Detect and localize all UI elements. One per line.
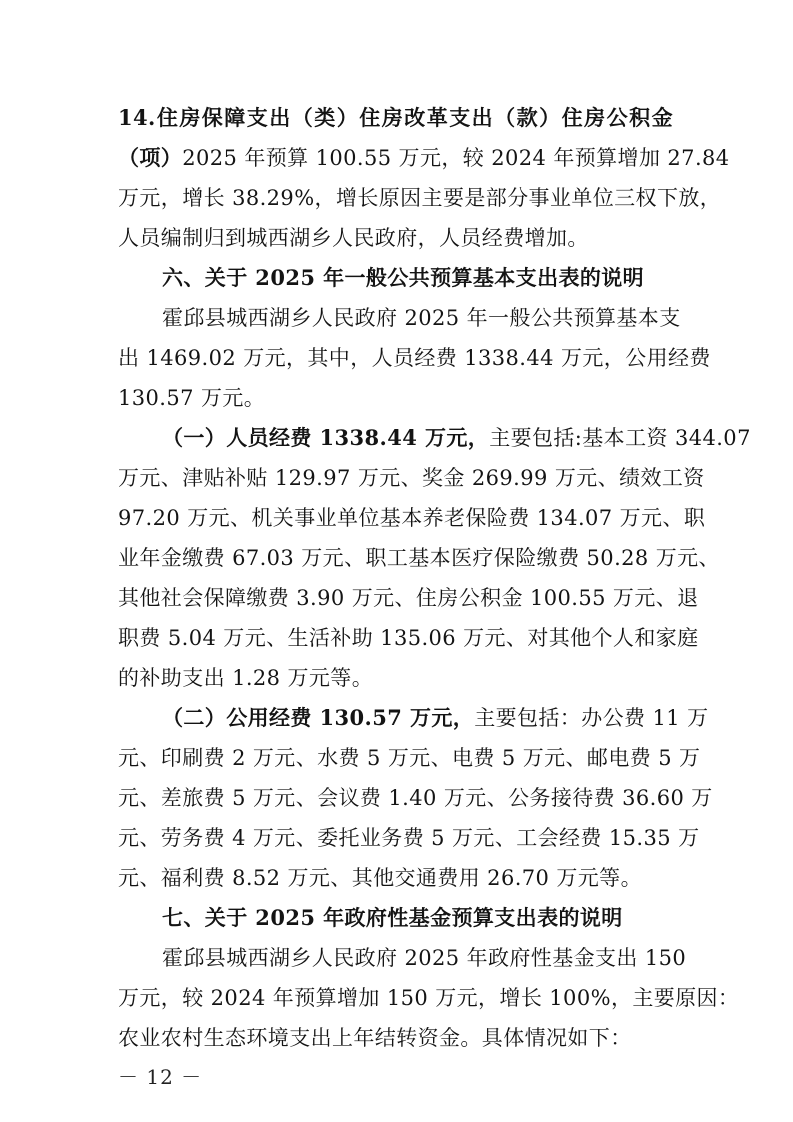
para6-line3: 130.57 万元。: [118, 386, 266, 410]
personnel-line3: 97.20 万元、机关事业单位基本养老保险费 134.07 万元、职: [118, 506, 706, 530]
public-line1-text: 主要包括：办公费 11 万: [474, 706, 709, 730]
section14-title-line2: （项）: [118, 145, 183, 170]
public-line1: [162, 701, 709, 735]
personnel-line5: 其他社会保障缴费 3.90 万元、住房公积金 100.55 万元、退: [118, 586, 699, 610]
personnel-line2: 万元、津贴补贴 129.97 万元、奖金 269.99 万元、绩效工资: [118, 466, 705, 490]
public-heading: （二）公用经费 130.57 万元，: [162, 705, 475, 730]
personnel-heading: （一）人员经费 1338.44 万元，: [162, 425, 490, 450]
para7-line3: 农业农村生态环境支出上年结转资金。具体情况如下：: [118, 1026, 632, 1050]
public-line4: 元、劳务费 4 万元、委托业务费 5 万元、工会经费 15.35 万: [118, 826, 700, 850]
personnel-line1: [162, 421, 751, 455]
public-line3: 元、差旅费 5 万元、会议费 1.40 万元、公务接待费 36.60 万: [118, 786, 713, 810]
para6-line1: 霍邱县城西湖乡人民政府 2025 年一般公共预算基本支: [162, 306, 681, 330]
para7-line2: 万元，较 2024 年预算增加 150 万元，增长 100%，主要原因：: [118, 986, 740, 1010]
heading-six: 六、关于 2025 年一般公共预算基本支出表的说明: [162, 265, 645, 290]
heading-seven: 七、关于 2025 年政府性基金预算支出表的说明: [162, 905, 623, 930]
para6-line2: 出 1469.02 万元，其中，人员经费 1338.44 万元，公用经费: [118, 346, 711, 370]
section14-line3: 万元，增长 38.29%，增长原因主要是部分事业单位三权下放，: [118, 186, 722, 210]
section14-line4: 人员编制归到城西湖乡人民政府，人员经费增加。: [118, 226, 589, 250]
personnel-line1-text: 主要包括:基本工资 344.07: [489, 426, 751, 450]
public-line2: 元、印刷费 2 万元、水费 5 万元、电费 5 万元、邮电费 5 万: [118, 746, 701, 770]
section14-line2: [118, 141, 730, 175]
page-number: － 12 －: [118, 1065, 203, 1089]
personnel-line4: 业年金缴费 67.03 万元、职工基本医疗保险缴费 50.28 万元、: [118, 546, 720, 570]
section14-title-line1: 14.住房保障支出（类）住房改革支出（款）住房公积金: [118, 105, 673, 130]
personnel-line6: 职费 5.04 万元、生活补助 135.06 万元、对其他个人和家庭: [118, 626, 699, 650]
personnel-line7: 的补助支出 1.28 万元等。: [118, 666, 374, 690]
public-line5: 元、福利费 8.52 万元、其他交通费用 26.70 万元等。: [118, 866, 642, 890]
para7-line1: 霍邱县城西湖乡人民政府 2025 年政府性基金支出 150: [162, 946, 687, 970]
section14-line2-text: 2025 年预算 100.55 万元，较 2024 年预算增加 27.84: [182, 146, 730, 170]
